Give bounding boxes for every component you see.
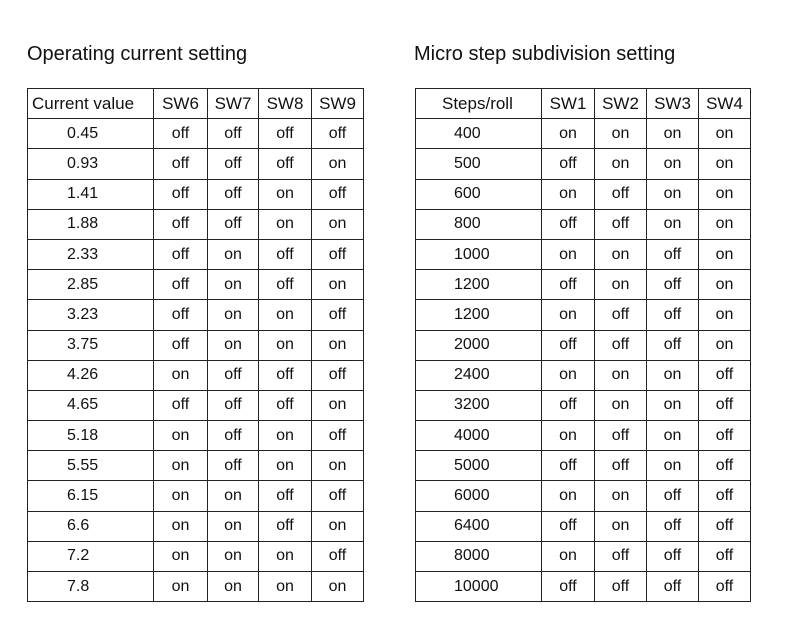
switch-state-cell: on: [312, 149, 364, 179]
column-header-sw9: SW9: [312, 89, 364, 119]
switch-state-cell: on: [312, 209, 364, 239]
switch-state-cell: on: [595, 149, 647, 179]
switch-state-cell: off: [699, 572, 751, 602]
table-row: [28, 421, 364, 451]
table-row: [416, 179, 751, 209]
switch-state-cell: on: [542, 239, 595, 269]
switch-state-cell: on: [154, 360, 208, 390]
table-row: [28, 119, 364, 149]
switch-state-cell: on: [647, 421, 699, 451]
switch-state-cell: off: [542, 209, 595, 239]
switch-state-cell: off: [542, 511, 595, 541]
table-row: [28, 270, 364, 300]
table-row: [416, 119, 751, 149]
table-row: [28, 572, 364, 602]
switch-state-cell: off: [154, 179, 208, 209]
switch-state-cell: on: [312, 572, 364, 602]
row-label-cell: 10000: [416, 572, 542, 602]
switch-state-cell: off: [208, 179, 259, 209]
table-row: [28, 390, 364, 420]
row-label-cell: 1200: [416, 300, 542, 330]
switch-state-cell: off: [647, 300, 699, 330]
switch-state-cell: off: [312, 421, 364, 451]
switch-state-cell: off: [542, 451, 595, 481]
column-header-current-value: Current value: [28, 89, 154, 119]
column-header-sw1: SW1: [542, 89, 595, 119]
switch-state-cell: on: [542, 119, 595, 149]
switch-state-cell: off: [595, 330, 647, 360]
column-header-sw4: SW4: [699, 89, 751, 119]
switch-state-cell: off: [542, 330, 595, 360]
column-header-sw2: SW2: [595, 89, 647, 119]
switch-state-cell: off: [312, 119, 364, 149]
table-row: [28, 330, 364, 360]
switch-state-cell: on: [312, 330, 364, 360]
table-header-row: [416, 89, 751, 119]
row-label-cell: 6400: [416, 511, 542, 541]
switch-state-cell: on: [647, 390, 699, 420]
switch-state-cell: on: [595, 119, 647, 149]
switch-state-cell: on: [647, 149, 699, 179]
switch-state-cell: off: [647, 511, 699, 541]
switch-state-cell: off: [154, 390, 208, 420]
switch-state-cell: on: [259, 421, 312, 451]
switch-state-cell: off: [699, 541, 751, 571]
column-header-sw8: SW8: [259, 89, 312, 119]
switch-state-cell: off: [595, 451, 647, 481]
switch-state-cell: on: [699, 270, 751, 300]
switch-state-cell: off: [154, 149, 208, 179]
switch-state-cell: off: [699, 390, 751, 420]
table-row: [416, 541, 751, 571]
switch-state-cell: on: [595, 360, 647, 390]
row-label-cell: 1000: [416, 239, 542, 269]
switch-state-cell: on: [259, 572, 312, 602]
table-row: [28, 300, 364, 330]
row-label-cell: 1.88: [28, 209, 154, 239]
row-label-cell: 5000: [416, 451, 542, 481]
table-row: [28, 209, 364, 239]
switch-state-cell: off: [259, 119, 312, 149]
switch-state-cell: off: [259, 149, 312, 179]
switch-state-cell: off: [259, 239, 312, 269]
row-label-cell: 4000: [416, 421, 542, 451]
switch-state-cell: off: [542, 572, 595, 602]
switch-state-cell: off: [312, 481, 364, 511]
switch-state-cell: on: [542, 179, 595, 209]
switch-state-cell: off: [595, 572, 647, 602]
row-label-cell: 3.23: [28, 300, 154, 330]
switch-state-cell: on: [699, 119, 751, 149]
row-label-cell: 2.33: [28, 239, 154, 269]
table-row: [28, 360, 364, 390]
table-row: [416, 451, 751, 481]
switch-state-cell: on: [208, 481, 259, 511]
switch-state-cell: on: [312, 270, 364, 300]
table-row: [28, 179, 364, 209]
switch-state-cell: off: [208, 390, 259, 420]
switch-state-cell: off: [259, 390, 312, 420]
row-label-cell: 2.85: [28, 270, 154, 300]
switch-state-cell: on: [208, 511, 259, 541]
switch-state-cell: on: [154, 511, 208, 541]
switch-state-cell: on: [542, 360, 595, 390]
switch-state-cell: on: [259, 300, 312, 330]
switch-state-cell: off: [154, 330, 208, 360]
column-header-sw6: SW6: [154, 89, 208, 119]
switch-state-cell: on: [154, 481, 208, 511]
row-label-cell: 800: [416, 209, 542, 239]
switch-state-cell: off: [647, 330, 699, 360]
switch-state-cell: on: [154, 572, 208, 602]
switch-state-cell: on: [259, 541, 312, 571]
switch-state-cell: on: [699, 239, 751, 269]
switch-state-cell: on: [312, 511, 364, 541]
switch-state-cell: off: [312, 300, 364, 330]
switch-state-cell: on: [595, 270, 647, 300]
table-row: [416, 572, 751, 602]
row-label-cell: 0.93: [28, 149, 154, 179]
row-label-cell: 7.2: [28, 541, 154, 571]
switch-state-cell: off: [208, 209, 259, 239]
switch-state-cell: off: [647, 481, 699, 511]
table-row: [416, 421, 751, 451]
switch-state-cell: off: [699, 421, 751, 451]
microstep-table-title: Micro step subdivision setting: [414, 43, 676, 65]
table-row: [28, 451, 364, 481]
switch-state-cell: off: [208, 119, 259, 149]
switch-state-cell: on: [208, 300, 259, 330]
switch-state-cell: on: [542, 541, 595, 571]
table-row: [28, 541, 364, 571]
table-row: [416, 149, 751, 179]
switch-state-cell: off: [542, 270, 595, 300]
table-row: [416, 300, 751, 330]
switch-state-cell: off: [154, 300, 208, 330]
table-row: [416, 330, 751, 360]
row-label-cell: 3200: [416, 390, 542, 420]
table-row: [416, 270, 751, 300]
switch-state-cell: on: [154, 421, 208, 451]
switch-state-cell: off: [154, 119, 208, 149]
switch-state-cell: off: [259, 481, 312, 511]
switch-state-cell: on: [595, 239, 647, 269]
table-header-row: [28, 89, 364, 119]
switch-state-cell: on: [542, 421, 595, 451]
row-label-cell: 1200: [416, 270, 542, 300]
switch-state-cell: off: [699, 360, 751, 390]
switch-state-cell: off: [259, 270, 312, 300]
switch-state-cell: on: [154, 451, 208, 481]
switch-state-cell: on: [595, 511, 647, 541]
table-row: [416, 481, 751, 511]
switch-state-cell: on: [312, 451, 364, 481]
row-label-cell: 2000: [416, 330, 542, 360]
column-header-sw7: SW7: [208, 89, 259, 119]
table-row: [416, 209, 751, 239]
switch-state-cell: off: [312, 179, 364, 209]
switch-state-cell: off: [208, 421, 259, 451]
current-table-title: Operating current setting: [27, 43, 248, 65]
switch-state-cell: on: [208, 541, 259, 571]
switch-state-cell: on: [647, 209, 699, 239]
switch-state-cell: on: [259, 451, 312, 481]
switch-state-cell: off: [208, 149, 259, 179]
switch-state-cell: on: [259, 330, 312, 360]
current-setting-table: [27, 88, 364, 602]
column-header-steps-roll: Steps/roll: [416, 89, 542, 119]
row-label-cell: 4.65: [28, 390, 154, 420]
switch-state-cell: on: [699, 179, 751, 209]
switch-state-cell: on: [699, 209, 751, 239]
switch-state-cell: on: [542, 300, 595, 330]
switch-state-cell: off: [699, 481, 751, 511]
switch-state-cell: off: [154, 239, 208, 269]
switch-state-cell: on: [647, 119, 699, 149]
row-label-cell: 3.75: [28, 330, 154, 360]
switch-state-cell: off: [647, 270, 699, 300]
switch-state-cell: on: [312, 390, 364, 420]
row-label-cell: 2400: [416, 360, 542, 390]
switch-state-cell: off: [208, 360, 259, 390]
table-row: [416, 239, 751, 269]
row-label-cell: 500: [416, 149, 542, 179]
row-label-cell: 7.8: [28, 572, 154, 602]
switch-state-cell: on: [699, 330, 751, 360]
switch-state-cell: off: [259, 511, 312, 541]
switch-state-cell: on: [595, 481, 647, 511]
switch-state-cell: off: [542, 149, 595, 179]
microstep-setting-table: [415, 88, 751, 602]
switch-state-cell: on: [542, 481, 595, 511]
switch-state-cell: on: [208, 270, 259, 300]
row-label-cell: 400: [416, 119, 542, 149]
switch-state-cell: on: [647, 360, 699, 390]
switch-state-cell: off: [154, 270, 208, 300]
table-row: [28, 239, 364, 269]
table-row: [416, 511, 751, 541]
switch-state-cell: off: [208, 451, 259, 481]
table-row: [28, 481, 364, 511]
switch-state-cell: on: [208, 239, 259, 269]
switch-state-cell: off: [312, 360, 364, 390]
switch-state-cell: off: [647, 239, 699, 269]
switch-state-cell: off: [595, 421, 647, 451]
row-label-cell: 5.18: [28, 421, 154, 451]
switch-state-cell: off: [542, 390, 595, 420]
switch-state-cell: on: [154, 541, 208, 571]
row-label-cell: 6.6: [28, 511, 154, 541]
switch-state-cell: off: [312, 239, 364, 269]
switch-state-cell: off: [647, 541, 699, 571]
switch-state-cell: off: [595, 209, 647, 239]
switch-state-cell: off: [647, 572, 699, 602]
row-label-cell: 5.55: [28, 451, 154, 481]
switch-state-cell: on: [208, 572, 259, 602]
row-label-cell: 4.26: [28, 360, 154, 390]
switch-state-cell: on: [259, 179, 312, 209]
switch-state-cell: off: [595, 541, 647, 571]
switch-state-cell: off: [259, 360, 312, 390]
switch-state-cell: off: [699, 511, 751, 541]
row-label-cell: 0.45: [28, 119, 154, 149]
switch-state-cell: off: [312, 541, 364, 571]
column-header-sw3: SW3: [647, 89, 699, 119]
switch-state-cell: on: [699, 149, 751, 179]
table-row: [416, 390, 751, 420]
switch-state-cell: on: [259, 209, 312, 239]
switch-state-cell: on: [699, 300, 751, 330]
switch-state-cell: on: [647, 451, 699, 481]
table-row: [28, 149, 364, 179]
row-label-cell: 6.15: [28, 481, 154, 511]
table-row: [416, 360, 751, 390]
switch-state-cell: off: [699, 451, 751, 481]
switch-state-cell: on: [595, 390, 647, 420]
switch-state-cell: on: [208, 330, 259, 360]
row-label-cell: 8000: [416, 541, 542, 571]
switch-state-cell: off: [595, 179, 647, 209]
switch-state-cell: off: [595, 300, 647, 330]
switch-state-cell: off: [154, 209, 208, 239]
row-label-cell: 600: [416, 179, 542, 209]
row-label-cell: 1.41: [28, 179, 154, 209]
switch-state-cell: on: [647, 179, 699, 209]
row-label-cell: 6000: [416, 481, 542, 511]
table-row: [28, 511, 364, 541]
